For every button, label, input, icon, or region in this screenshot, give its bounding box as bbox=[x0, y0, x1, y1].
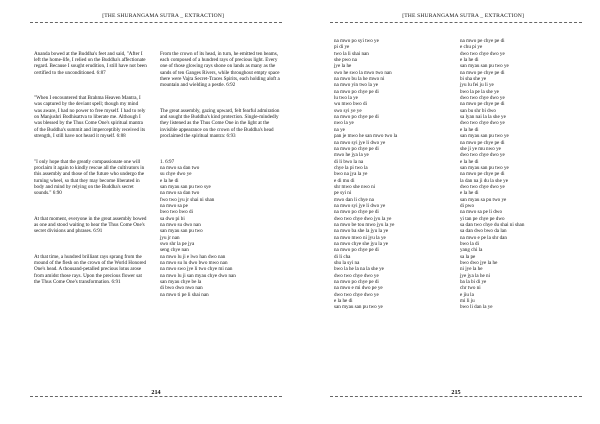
mantra-line: shu la syi na bbox=[334, 260, 360, 267]
mantra-line: na mwo lu ji san myau chye dwo nan bbox=[160, 272, 236, 279]
mantra-line: san myau san pu two bbox=[160, 228, 203, 235]
footer-rule bbox=[330, 396, 582, 397]
mantra-line: na mwo sa dan two bbox=[160, 164, 200, 171]
page-footer bbox=[330, 389, 582, 403]
mantra-line: dwo two chye dwo ye bbox=[334, 272, 379, 279]
mantra-line: dwo two chye dwo ye bbox=[460, 120, 505, 127]
mantra-line: na mwo pe chye pe di bbox=[460, 171, 505, 178]
right-page-column-1 bbox=[334, 38, 449, 311]
mantra-line: na mwo po chye pe di bbox=[334, 279, 379, 286]
mantra-line: ni jye la he bbox=[460, 266, 483, 273]
mantra-line: na mwo pe chye pe di bbox=[460, 101, 505, 108]
left-page-column-2 bbox=[160, 38, 280, 311]
mantra-line: san myau san pu two ye bbox=[460, 63, 509, 70]
mantra-line: na mwo bu la he mwo ni bbox=[334, 76, 385, 83]
mantra-line: na mwo e pe la shr dan bbox=[460, 234, 507, 241]
mantra-line: na mwo ba she la jyu la ye bbox=[334, 228, 389, 235]
mantra-line: sa lyan nai la la she ye bbox=[460, 114, 506, 121]
header-rule bbox=[30, 22, 282, 23]
mantra-line: na mwo yin two la ye bbox=[334, 82, 378, 89]
mantra-line: na mwo po chye pe di bbox=[334, 209, 379, 216]
mantra-line: sa dan dwo bwo da lan bbox=[460, 228, 507, 235]
mantra-line: na mwo be tou mwo jyu la ye bbox=[334, 221, 395, 228]
mantra-line: mi li ju bbox=[460, 298, 475, 305]
mantra-line: sa la pe bbox=[460, 253, 476, 260]
mantra-line: e di mu di bbox=[334, 177, 355, 184]
mantra-line: di li cha bbox=[334, 253, 351, 260]
page-header bbox=[30, 13, 282, 25]
mantra-line: na mwo su dwo nan bbox=[160, 221, 201, 228]
mantra-line: san myau chye be la bbox=[160, 279, 202, 286]
mantra-line: chye la pi two la bbox=[334, 164, 368, 171]
mantra-line: dwo two chye dwo ye bbox=[334, 291, 379, 298]
footer-rule bbox=[30, 396, 282, 397]
mantra-line: e la he di bbox=[460, 57, 479, 64]
mantra-line: ba la bi di ye bbox=[460, 279, 487, 286]
mantra-line: shr mwo she nwo ni bbox=[334, 183, 376, 190]
mantra-line: sa dwo pi bi bbox=[160, 215, 185, 222]
mantra-line: na mwo sa pe bbox=[160, 202, 188, 209]
paragraph: At that moment, everyone in the great assembly bowed as one and stood waiting to hear the Thus Come One's secret divisions and phrases. 6:91 bbox=[34, 215, 148, 235]
header-rule bbox=[330, 22, 582, 23]
mantra-line: na mwo po chye pe di bbox=[334, 88, 379, 95]
mantra-line: na mwo sa dan two bbox=[160, 190, 200, 197]
page-number: 215 bbox=[448, 389, 463, 396]
mantra-line: na mwo pe chye pe di bbox=[460, 139, 505, 146]
mantra-line: di pwo bbox=[460, 202, 475, 209]
mantra-line: mwo dan li chye na bbox=[334, 196, 374, 203]
mantra-line: e la he di bbox=[460, 126, 479, 133]
mantra-line: swo syi ye ye bbox=[334, 107, 362, 114]
mantra-line: di bwo dwo nwo nan bbox=[160, 285, 203, 292]
mantra-line: na mwo swo jye li two chye mi nan bbox=[160, 266, 233, 273]
mantra-line: sa dan two chye du shai ni shan bbox=[460, 221, 525, 228]
mantra-line: fwo two jyu jr shai ni shan bbox=[160, 196, 215, 203]
mantra-line: swo he swo la mwo two nan bbox=[334, 69, 392, 76]
mantra-line: la dan na ji du la she ye bbox=[460, 177, 508, 184]
mantra-line: 1. 6:97 bbox=[160, 158, 175, 165]
mantra-line: yang chi la bbox=[460, 247, 483, 254]
mantra-lines bbox=[160, 159, 280, 299]
mantra-line: dwo two chye dwo jyu la ye bbox=[334, 215, 392, 222]
mantra-line: bwo la di bbox=[460, 241, 479, 247]
paragraph: Ananda bowed at the Buddha's feet and said, "After I left the home-life, I relied on the Buddha's affectionate regard. Because I sought erudition, I still have not been certified to the unconditioned. 6:87 bbox=[34, 50, 149, 76]
mantra-line: san myau san pu two ye bbox=[460, 164, 509, 171]
mantra-line: seng chye nan bbox=[160, 247, 189, 254]
mantra-line: na mwo chye she jyu la ye bbox=[334, 241, 389, 247]
mantra-line: nwo la ye bbox=[334, 120, 354, 127]
mantra-line: san myau san pu two ye bbox=[334, 304, 383, 311]
mantra-line: bi sha she ye bbox=[460, 76, 487, 83]
mantra-line: jye la he bbox=[334, 63, 352, 70]
mantra-line: na mwo po chye pe di bbox=[334, 145, 379, 152]
mantra-line: na mwo ti pe li shai nan bbox=[160, 291, 209, 298]
mantra-line: na mwo syi jye li dwo ye bbox=[334, 139, 386, 146]
mantra-line: e la he di bbox=[460, 190, 479, 197]
mantra-line: dwo two chye dwo ye bbox=[460, 183, 505, 190]
mantra-line: dwo two chye dwo ye bbox=[460, 95, 505, 102]
mantra-line: jye jya la he ni bbox=[460, 272, 490, 279]
mantra-line: pi di ye bbox=[334, 44, 350, 51]
mantra-line: e chu pi ye bbox=[460, 44, 483, 51]
mantra-line: bwo dwo jye la he bbox=[460, 260, 498, 267]
mantra-line: bwo la he la na la she ye bbox=[334, 266, 384, 273]
mantra-line: e la he di bbox=[460, 158, 479, 165]
page-footer bbox=[30, 389, 282, 403]
mantra-line: jyu lu fei ju li ye bbox=[460, 82, 494, 89]
right-page bbox=[300, 0, 600, 424]
mantra-line: na mwo po chye pe di bbox=[334, 247, 379, 254]
right-page-column-2 bbox=[460, 38, 580, 311]
paragraph: At that time, a hundred brilliant rays sprang from the mound of the flesh on the crown of the World Honored One's head. A thousand-petalled precious lotus arose from amidst those rays. Upon the precious flower sat the Thus Come One's transformation. 6:91 bbox=[34, 253, 148, 286]
paragraph: "I only hope that the greatly compassionate one will proclaim it again to kindly rescue all the cultivators in this assembly and those of the future who undergo the turning wheel, so that they may become liberated in body and mind by relying on the Buddha's secret sounds." 6:90 bbox=[34, 158, 146, 197]
mantra-line: bwo na jya la ye bbox=[334, 171, 368, 178]
mantra-line: e la he di bbox=[160, 177, 179, 184]
mantra-line: she ji ye mu nwo ye bbox=[460, 145, 501, 152]
mantra-line: na mwo po chye pe di bbox=[334, 114, 379, 121]
page-number: 214 bbox=[148, 389, 163, 396]
header-title: [THE SHURANGAMA SUTRA _ EXTRACTION] bbox=[402, 13, 524, 19]
left-page-column-1 bbox=[34, 38, 147, 304]
mantra-line: na mwo su lu dwo bwo mwo nan bbox=[160, 260, 228, 267]
mantra-line: e la he di bbox=[334, 298, 353, 305]
mantra-line: pe syi ni bbox=[334, 190, 352, 197]
page-header bbox=[330, 13, 582, 25]
mantra-line: swo shr la pe jya bbox=[160, 241, 195, 247]
mantra-line: dwo two chye dwo ye bbox=[460, 50, 505, 57]
mantra-line: e jiu la bbox=[460, 291, 474, 298]
mantra-line: chr two ni bbox=[460, 285, 481, 292]
mantra-line: yi tan pe chye pe dwo bbox=[460, 215, 505, 222]
mantra-line: su chye dwo ye bbox=[160, 171, 192, 178]
mantra-line: na ye bbox=[334, 126, 345, 133]
mantra-line: na mwo e mi dwo pe ye bbox=[334, 285, 383, 292]
paragraph: The great assembly, gazing upward, felt fearful admiration and sought the Buddha's kind protection. Single-mindedly they listened as the Thus Come One in the light at the invisible appearance on the crown of the Buddha's head proclaimed the spiritual mantra: 6:93 bbox=[160, 107, 281, 140]
mantra-line: na mwo po syi two ye bbox=[334, 38, 379, 44]
paragraph: From the crown of its head, in turn, he emitted ten beams, each composed of a hundred rays of precious light. Every one of those glowing rays shone on lands as many as the sands of ten Ganges Rivers, while throughout empty space there were Vajra Secret-Traces Spirits, each holding aloft a mountain and wielding a pestle. 6:92 bbox=[160, 50, 282, 89]
mantra-line: san myau san pu two sye bbox=[160, 183, 211, 190]
mantra-line: she pwo na bbox=[334, 57, 357, 64]
mantra-line: na mwo lu ji e lwo han dwo nan bbox=[160, 253, 226, 260]
header-title: [THE SHURANGAMA SUTRA _ EXTRACTION] bbox=[102, 13, 224, 19]
paragraph: "When I encountered that Brahma Heaven Mantra, I was captured by the deviant spell; though my mind was aware, I had no power to free myself. I had to rely on Manjushri Bodhisattva to liberate me. Although I was blessed by the Thus Come One's spiritual mantra of the Buddha's summit and imperceptibly received its strength, I still have not heard it myself. 6:88 bbox=[34, 95, 147, 140]
mantra-line: na mwo sa pe li dwo bbox=[460, 209, 503, 216]
mantra-line: san myau sa pu two ye bbox=[460, 196, 507, 203]
mantra-line: pan je mwo he san mwo two la bbox=[334, 133, 398, 140]
mantra-line: na mwo pe chye pe di bbox=[460, 69, 505, 76]
mantra-line: na mwo syi jye li dwo ye bbox=[334, 202, 386, 209]
mantra-line: wu mwo bwo di bbox=[334, 101, 367, 108]
mantra-line: two la li shai nan bbox=[334, 50, 369, 57]
mantra-line: san bu shr bi dwo bbox=[460, 107, 496, 114]
mantra-line: jyu jr nan bbox=[160, 234, 180, 241]
mantra-line: bwo two bwo di bbox=[160, 209, 193, 216]
mantra-line: na mwo pe chye pe di bbox=[460, 38, 505, 44]
mantra-line: na mwo mwo ni jyu la ye bbox=[334, 234, 386, 241]
mantra-line: mwo he jya la ye bbox=[334, 152, 369, 159]
mantra-line: lu two la ye bbox=[334, 95, 358, 102]
mantra-line: bwo li dan la ye bbox=[460, 304, 493, 311]
mantra-line: dwo two chye dwo ye bbox=[460, 152, 505, 159]
mantra-line: di li bwo la na bbox=[334, 158, 364, 165]
mantra-line: san myau san pu two ye bbox=[460, 133, 509, 140]
mantra-line: bwo la pe la she ye bbox=[460, 88, 499, 95]
